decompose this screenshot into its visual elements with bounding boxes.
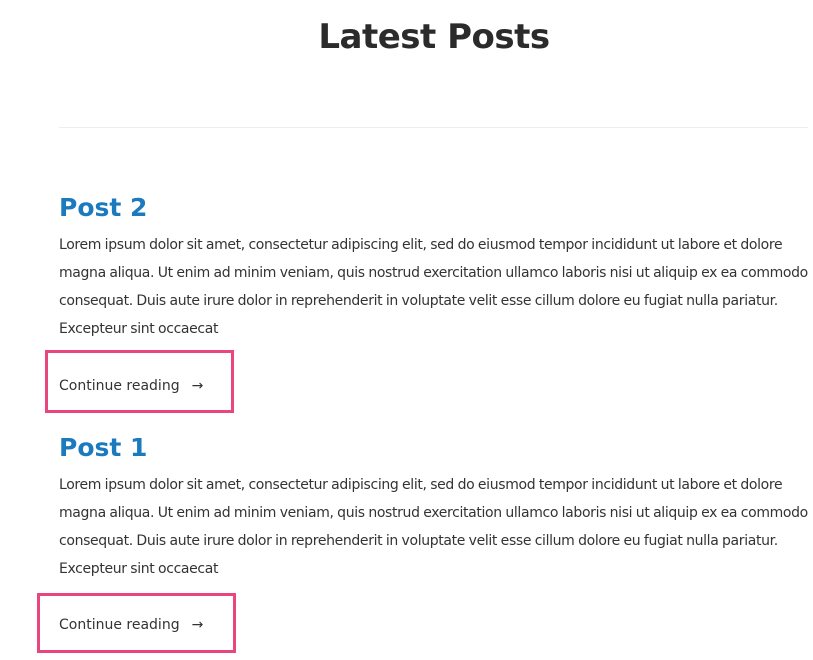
post-title-link[interactable]: Post 2 bbox=[59, 193, 148, 222]
post-excerpt: Lorem ipsum dolor sit amet, consectetur adipiscing elit, sed do eiusmod tempor incididunt ut labore et dolore magna aliqua. Ut enim ad minim veniam, quis nostrud exercitation ullamco laboris nisi ut aliquip ex ea commodo consequat. Duis aute irure dolor in reprehenderit in voluptate velit esse cillum dolore eu fugiat nulla pariatur. Excepteur sint occaecat bbox=[59, 477, 808, 577]
continue-reading-label: Continue reading bbox=[59, 617, 180, 633]
post-title-link[interactable]: Post 1 bbox=[59, 433, 148, 462]
divider bbox=[59, 127, 808, 128]
post-item bbox=[59, 193, 809, 343]
page-title: Latest Posts bbox=[318, 17, 550, 57]
post-excerpt: Lorem ipsum dolor sit amet, consectetur adipiscing elit, sed do eiusmod tempor incididunt ut labore et dolore magna aliqua. Ut enim ad minim veniam, quis nostrud exercitation ullamco laboris nisi ut aliquip ex ea commodo consequat. Duis aute irure dolor in reprehenderit in voluptate velit esse cillum dolore eu fugiat nulla pariatur. Excepteur sint occaecat bbox=[59, 237, 808, 337]
arrow-right-icon: → bbox=[191, 617, 204, 633]
continue-reading-link[interactable] bbox=[59, 376, 203, 396]
arrow-right-icon: → bbox=[191, 378, 204, 394]
continue-reading-label: Continue reading bbox=[59, 378, 180, 394]
continue-reading-link[interactable] bbox=[59, 615, 203, 635]
post-item bbox=[59, 433, 809, 583]
